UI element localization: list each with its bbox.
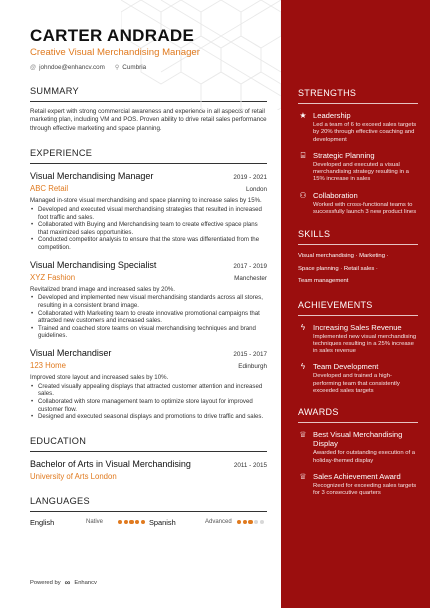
language-rating: [118, 520, 145, 524]
job-bullets: [30, 294, 267, 340]
language-name: English: [30, 517, 55, 527]
job-bullet: • Trained and coached store teams on visual merchandising techniques and brand guidelines.: [30, 325, 267, 340]
candidate-title: Creative Visual Merchandising Manager: [30, 47, 200, 58]
award-item: [298, 430, 418, 465]
awards-heading: AWARDS: [298, 407, 418, 423]
job-company: 123 Home: [30, 360, 66, 370]
powered-by: [30, 578, 97, 587]
job-dates: 2015 - 2017: [233, 350, 267, 358]
award-title: Best Visual Merchandising Display: [313, 430, 403, 449]
job-bullet: • Developed and implemented new visual merchandising standards across all stores, resulting in a consistent brand image.: [30, 294, 267, 309]
people-icon: ⚇: [299, 190, 307, 200]
achievement-desc: Developed and trained a high-performing team that consistently exceeded sales targets: [313, 373, 400, 395]
job-bullet: • Collaborated with Marketing team to create innovative promotional campaigns that attracted new customers and increased sales.: [30, 310, 267, 325]
achievements-heading: ACHIEVEMENTS: [298, 300, 418, 316]
rating-dot: [124, 520, 128, 524]
sidebar-column: [281, 0, 430, 608]
trophy-icon: ♕: [299, 430, 307, 440]
achievement-item: [298, 362, 418, 395]
job-company: ABC Retail: [30, 184, 69, 194]
language-level: Advanced: [205, 519, 232, 526]
presentation-icon: ⌸: [300, 150, 306, 160]
strengths-heading: STRENGTHS: [298, 88, 418, 104]
language-rating: [237, 520, 264, 524]
trophy-icon: ♕: [299, 471, 307, 481]
job-dates: 2019 - 2021: [233, 174, 267, 182]
job-bullet: • Collaborated with Buying and Merchandising team to create effective space plans that maximized sales opportunities.: [30, 221, 267, 236]
languages-heading: LANGUAGES: [30, 496, 267, 512]
skills-line: Visual merchandising · Marketing ·: [298, 253, 389, 260]
education-dates: 2011 - 2015: [233, 461, 267, 469]
language-item: [30, 518, 148, 527]
achievement-item: [298, 323, 418, 356]
award-item: [298, 472, 418, 498]
powered-by-text: Powered by: [30, 579, 61, 586]
skills-heading: SKILLS: [298, 229, 418, 245]
contact-row: [30, 64, 267, 71]
at-icon: @: [30, 64, 37, 71]
location-text: Cumbria: [122, 64, 147, 71]
lightning-icon: ϟ: [300, 362, 306, 372]
language-item: [149, 518, 267, 527]
skills-line: Space planning · Retail sales ·: [298, 265, 378, 272]
job-description: Managed in-store visual merchandising and space planning to increase sales by 15%.: [30, 197, 262, 205]
job-title: Visual Merchandising Specialist: [30, 259, 157, 270]
enhancv-logo-icon: ∞: [64, 578, 71, 587]
job-bullets: [30, 206, 267, 252]
strength-desc: Led a team of 6 to exceed sales targets by 20% through effective coaching and development: [313, 122, 417, 143]
rating-dot: [141, 520, 145, 524]
strength-item: [298, 151, 418, 184]
education-heading: EDUCATION: [30, 436, 267, 452]
brand-name: Enhancv: [74, 579, 97, 586]
star-icon: ★: [299, 111, 307, 120]
language-level: Native: [86, 519, 104, 526]
summary-text: Retail expert with strong commercial awareness and experience in all aspects of retail marketing plan, including VM and POS. Proven ability to drive retail sales performance through effective marketing and space planning.: [30, 108, 267, 132]
job-title: Visual Merchandising Manager: [30, 171, 154, 182]
rating-dot: [243, 520, 247, 524]
job-location: London: [245, 186, 267, 194]
strength-desc: Developed and executed a visual merchandising strategy resulting in a 15% increase in sales: [313, 161, 409, 183]
job-bullet: • Collaborated with store management team to optimize store layout for improved customer flow.: [30, 398, 267, 413]
education-item: [30, 459, 267, 481]
experience-item: [30, 348, 267, 421]
experience-item: [30, 171, 267, 251]
job-location: Manchester: [234, 274, 267, 282]
job-location: Edinburgh: [238, 362, 267, 370]
job-dates: 2017 - 2019: [233, 262, 267, 270]
strength-title: Leadership: [313, 111, 351, 120]
rating-dot: [135, 520, 139, 524]
strength-desc: Worked with cross-functional teams to successfully launch 3 new product lines: [313, 201, 417, 216]
skills-line: Team management: [298, 278, 349, 285]
strength-item: [298, 191, 418, 217]
award-desc: Recognized for exceeding sales targets for 3 consecutive quarters: [313, 482, 417, 497]
summary-heading: SUMMARY: [30, 86, 267, 102]
award-desc: Awarded for outstanding execution of a holiday-themed display: [313, 450, 416, 464]
rating-dot: [237, 520, 241, 524]
skills-list: [298, 250, 418, 287]
rating-dot: [129, 520, 133, 524]
location-pin-icon: ⚲: [114, 65, 120, 71]
degree-title: Bachelor of Arts in Visual Merchandising: [30, 458, 191, 469]
job-description: Revitalized brand image and increased sales by 20%.: [30, 285, 175, 293]
rating-dot: [254, 520, 258, 524]
job-bullets: [30, 383, 267, 421]
school-name: University of Arts London: [30, 471, 117, 481]
job-bullet: • Designed and executed seasonal displays and promotions to drive traffic and sales.: [30, 413, 267, 421]
strength-title: Collaboration: [313, 190, 358, 200]
candidate-name: CARTER ANDRADE: [30, 26, 195, 45]
job-description: Improved store layout and increased sales by 10%.: [30, 373, 169, 381]
languages-list: [30, 518, 267, 527]
experience-item: [30, 260, 267, 340]
email-text: johndoe@enhancv.com: [39, 64, 105, 71]
achievement-title: Increasing Sales Revenue: [313, 322, 402, 332]
rating-dot: [118, 520, 122, 524]
job-bullet: • Created visually appealing displays that attracted customer attention and increased sales.: [30, 383, 267, 398]
email-contact[interactable]: [30, 64, 105, 71]
job-title: Visual Merchandiser: [30, 347, 112, 358]
award-title: Sales Achievement Award: [313, 471, 401, 481]
achievement-desc: Implemented new visual merchandising techniques resulting in a 25% increase in sales revenue: [313, 333, 417, 355]
strength-title: Strategic Planning: [313, 150, 375, 160]
job-bullet: • Conducted competitor analysis to ensure that the store was differentiated from the competition.: [30, 236, 267, 251]
job-bullet: • Developed and executed visual merchandising strategies that resulted in increased foot traffic and sales.: [30, 206, 267, 221]
location-contact: [115, 64, 146, 71]
job-company: XYZ Fashion: [30, 272, 76, 282]
rating-dot: [260, 520, 264, 524]
language-name: Spanish: [149, 517, 176, 527]
lightning-icon: ϟ: [300, 322, 306, 332]
strength-item: [298, 111, 418, 144]
achievement-title: Team Development: [313, 362, 379, 372]
experience-heading: EXPERIENCE: [30, 148, 267, 164]
rating-dot: [248, 520, 252, 524]
